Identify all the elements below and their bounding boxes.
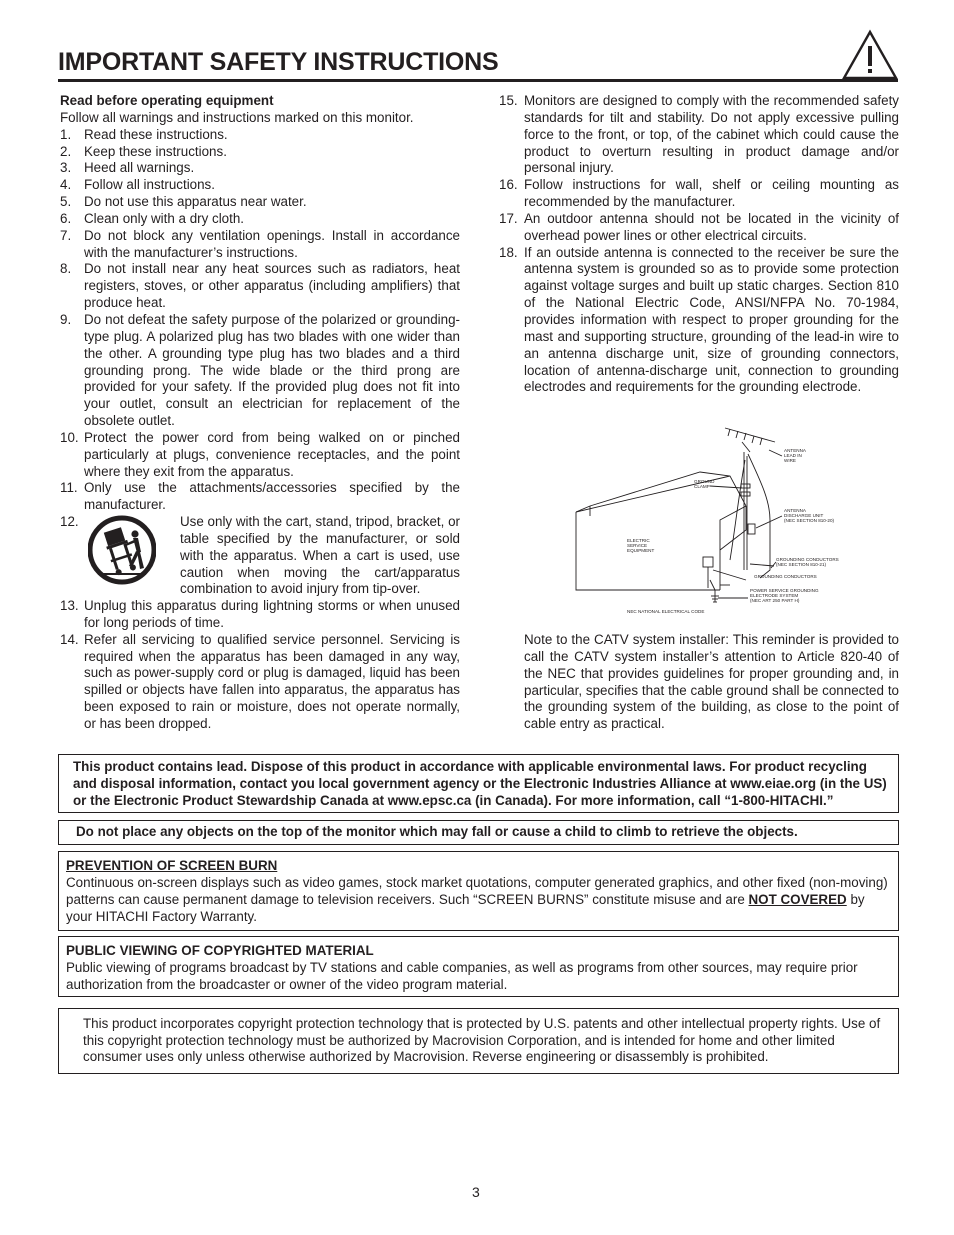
list-item: 17. An outdoor antenna should not be located in the vicinity of overhead power lines or other electrical circuits. xyxy=(499,210,899,243)
grounding-conductors-label: GROUNDING CONDUCTORS xyxy=(754,574,817,579)
antenna-lead-in-label: ANTENNA xyxy=(784,448,806,453)
power-service-grounding-label: POWER SERVICE GROUNDING xyxy=(750,588,819,593)
list-item: 18. If an outside antenna is connected to the receiver be sure the antenna system is grounded so as to provide some protection against voltage surges and built up static charges. Section 810 of the National Electric Code, ANSI/NFPA No. 70-1984, provides information with respect to proper grounding for the mast and supporting structure, grounding of the lead-in wire to an antenna discharge unit, size of grounding connectors, location of antenna-discharge unit, connection to grounding electrodes and requirements for the grounding electrode. xyxy=(499,244,899,395)
list-item: 5. Do not use this apparatus near water. xyxy=(60,194,307,210)
list-item: 13. Unplug this apparatus during lightning storms or when unused for long periods of time. xyxy=(60,598,460,630)
svg-text:(NEC ART 250 PART H): (NEC ART 250 PART H) xyxy=(750,598,800,603)
svg-text:(NEC SECTION 810-21): (NEC SECTION 810-21) xyxy=(776,562,827,567)
cart-tip-over-icon xyxy=(88,514,156,586)
list-item: 1. Read these instructions. xyxy=(60,126,228,142)
svg-text:ELECTRODE SYSTEM: ELECTRODE SYSTEM xyxy=(750,593,799,598)
list-item: 6. Clean only with a dry cloth. xyxy=(60,210,245,226)
page-title: IMPORTANT SAFETY INSTRUCTIONS xyxy=(58,48,499,76)
list-item: 16. Follow instructions for wall, shelf or ceiling mounting as recommended by the manufacturer. xyxy=(499,177,899,210)
list-item: 10. Protect the power cord from being walked on or pinched particularly at plugs, convenience receptacles, and the point where they exit from the apparatus. xyxy=(60,429,460,479)
intro-text: Follow all warnings and instructions marked on this monitor. xyxy=(60,109,414,125)
placement-warning-notice: Do not place any objects on the top of the monitor which may fall or cause a child to climb to retrieve the objects. xyxy=(58,820,899,845)
page-number: 3 xyxy=(472,1184,480,1200)
screen-burn-text: Continuous on-screen displays such as video games, stock market quotations, computer generated graphics, and other fixed (non-moving) patterns can cause permanent damage to television receivers. Such “SCREEN BURNS” constitute misuse and are NOT COVERED by your HITACHI Factory Warranty. xyxy=(66,875,888,924)
screen-burn-notice xyxy=(58,851,899,931)
catv-installer-note: Note to the CATV system installer: This reminder is provided to call the CATV system installer’s attention to Article 820-40 of the NEC that provides guidelines for proper grounding and, in particular, specifies that the cable ground shall be connected to the grounding system of the building, as close to the point of cable entry as practical. xyxy=(524,632,899,732)
list-item: 8. Do not install near any heat sources such as radiators, heat registers, stoves, or other apparatus (including amplifiers) that produce heat. xyxy=(60,261,460,311)
screen-burn-heading: PREVENTION OF SCREEN BURN xyxy=(66,858,278,873)
left-instructions-column xyxy=(60,93,460,733)
list-item: 15. Monitors are designed to comply with the recommended safety standards for tilt and stability. Do not apply excessive pulling force to the front, or top, of the cabinet which could cause the product to overturn resulting in product damage and/or personal injury. xyxy=(499,93,899,176)
svg-text:EQUIPMENT: EQUIPMENT xyxy=(627,548,655,553)
macrovision-notice: This product incorporates copyright protection technology that is protected by U.S. patents and other intellectual property rights. Use of this copyright protection technology must be authorized by Macrovision Corporation, and is intended for home and other limited consumer uses only unless otherwise authorized by Macrovision. Reverse engineering or disassembly is prohibited. xyxy=(58,1008,899,1074)
grounding-conductors-nec-label: GROUNDING CONDUCTORS xyxy=(776,557,839,562)
antenna-grounding-diagram xyxy=(570,420,860,620)
list-item: 9. Do not defeat the safety purpose of the polarized or grounding-type plug. A polarized plug has two blades with one wider than the other. A grounding type plug has two blades and a third grounding prong. The wide blade or the third prong are provided for your safety. If the provided plug does not fit into your outlet, consult an electrician for replacement of the obsolete outlet. xyxy=(60,311,460,429)
list-item-cart: 12. Use only with the cart, stand, tripod, bracket, or table specified by the manufacturer, or sold with the apparatus. When a cart is used, use caution when moving the cart/apparatus combination to avoid injury from tip-over. xyxy=(60,514,460,597)
list-item: 2. Keep these instructions. xyxy=(60,143,227,159)
svg-text:SERVICE: SERVICE xyxy=(627,543,648,548)
ground-clamp-label: GROUND xyxy=(694,479,715,484)
list-item: 7. Do not block any ventilation openings. Install in accordance with the manufacturer’s instructions. xyxy=(60,227,460,260)
warning-triangle-icon xyxy=(841,29,899,81)
list-item: 3. Heed all warnings. xyxy=(60,160,195,176)
svg-text:LEAD IN: LEAD IN xyxy=(784,453,802,458)
antenna-discharge-label: ANTENNA xyxy=(784,508,806,513)
copyright-viewing-notice xyxy=(58,936,899,997)
nec-label: NEC NATIONAL ELECTRICAL CODE xyxy=(627,609,705,614)
title-rule xyxy=(58,79,898,82)
svg-text:DISCHARGE UNIT: DISCHARGE UNIT xyxy=(784,513,824,518)
right-instructions-column xyxy=(499,93,899,396)
copyright-viewing-text: Public viewing of programs broadcast by TV stations and cable companies, as well as programs from other sources, may require prior authorization from the broadcaster or owner of the video program material. xyxy=(66,960,858,992)
svg-text:(NEC SECTION 810-20): (NEC SECTION 810-20) xyxy=(784,518,835,523)
lead-disposal-notice: This product contains lead. Dispose of this product in accordance with applicable environmental laws. For product recycling and disposal information, contact you local government agency or the Electronic Industries Alliance at www.eiae.org (in the US) or the Electronic Product Stewardship Canada at www.epsc.ca (in Canada). For more information, call “1-800-HITACHI.” xyxy=(58,754,899,813)
read-before-heading: Read before operating equipment xyxy=(60,93,274,108)
list-item: 11. Only use the attachments/accessories specified by the manufacturer. xyxy=(60,480,460,513)
list-item: 4. Follow all instructions. xyxy=(60,177,215,193)
list-item: 14. Refer all servicing to qualified service personnel. Servicing is required when the apparatus has been damaged in any way, such as power-supply cord or plug is damaged, liquid has been spilled or objects have fallen into apparatus, the apparatus has been exposed to rain or moisture, does not operate normally, or has been dropped. xyxy=(60,631,460,731)
copyright-viewing-heading: PUBLIC VIEWING OF COPYRIGHTED MATERIAL xyxy=(66,943,374,958)
svg-text:WIRE: WIRE xyxy=(784,458,796,463)
electric-service-label: ELECTRIC xyxy=(627,538,650,543)
svg-text:CLAMP: CLAMP xyxy=(694,484,710,489)
